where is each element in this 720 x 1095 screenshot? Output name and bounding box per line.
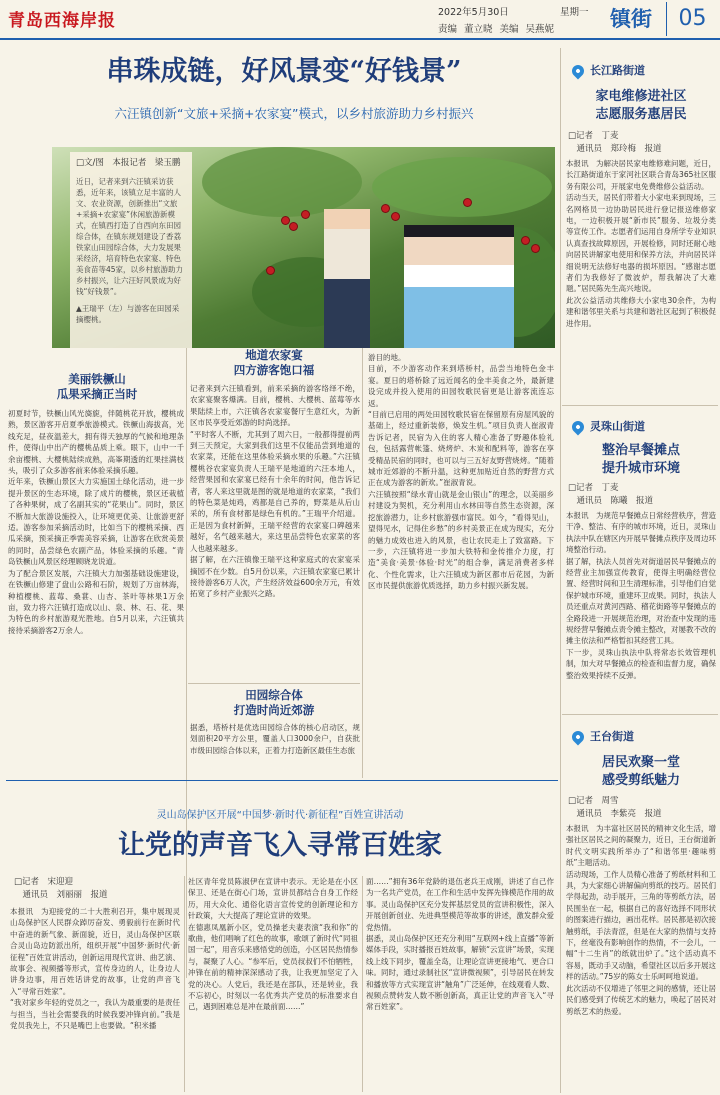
side2-headline: 整治早餐摊点 提升城市环境 [601, 443, 680, 476]
location-pin-icon [570, 63, 587, 80]
photo-caption-box [70, 152, 192, 348]
bottom-col-2: 社区青年党员陈淑伊在宣讲中表示。无论是在小区保卫、还是在街心门场，宣讲员都结合自身工作经历，用大众化、通俗化语言宣传党的创新理论和方针政策，大大提高了理论宣讲的效果。 在德惠凤凰新小区，党员操老夫妻表演“我和你”的歌曲，他们唱响了红色的故事，歌颂了新时代“同祖国一起”，用音乐来感悟党的创造，小区居民热情参与，凝聚了人心。“参军后，党员叔叔们不怕牺牲，冲锋在前的精神深深感动了我，让我更加坚定了入党的决心。人党后，我还是在部队，还是转业，我不忘初心，时刻以一名优秀共产党员的标准要求自己，遇到困难总是冲在最前面……” [188, 877, 358, 1012]
side1-headline: 家电维修进社区 志愿服务惠居民 [595, 89, 687, 122]
main-subhead: 六汪镇创新“文旅+采摘+农家宴”模式，以乡村旅游助力乡村振兴 [114, 106, 474, 121]
page-number: 05 [666, 2, 718, 36]
section-text-3b: 游目的地。 目前，不少游客动作来到塔桥村，品尝当地特色金丰宴。夏日的塔桥除了远近闻名的金丰美食之外，最新建设完成并投入使用的田园牧歌民宿更是让游客流连忘返。 “目前已启用的两处田园牧歌民宿在保留原有房屋风貌的基础上，经过重新装修，焕发生机。”项目负责人崔淑青告诉记者，民宿为入住的客人精心准备了野趣体验礼包，包括露营帐篷、烧烤炉、木炭和配料等，游客在享受精品民宿的同时，也可以与三五好友野营烧烤。“随着城市近郊游的不断升温，这种更加贴近自然的野营方式正在成为游客的新欢。”崔淑青说。 六汪镇按照“绿水青山就是金山银山”的理念，以美丽乡村建设为契机，充分利用山水林田等自然生态资源，深挖旅游潜力，让乡村旅游强市富民。如今，“看得见山，望得见水，记得住乡愁”的乡村美景正在成为现实，充分的魅力成效也进入的风景，也让农民走上了致富路。下一步，六汪镇将进一步加大铁特和金传推介力度，打造“美食·美景·体验·时光”的组合拳，满足消费者多样化、个性化需求，让六汪镇成为新区都市后花园，为新区市民提供旅游优质选择，助力乡村振兴新发展。 [368, 353, 554, 591]
bottom-kicker: 灵山岛保护区开展“中国梦·新时代·新征程”百姓宣讲活动 [156, 810, 404, 821]
photo-lead: 近日，记者来到六汪镇采访获悉，近年来，该镇立足丰富的人文、农业资源，创新推出“文旅+采摘+农家宴”休闲旅游新模式，在镇西打造了自西向东田园综合体，在镇东规划建设了香荔铁家山田园综合体，大力发展果采经济，培育特色农家宴、特色美食苗等45家，以乡村旅游助力乡村振兴，让六汪好风景成为好钱“好钱景”。 [76, 177, 184, 296]
side1-text: 本报讯 为解决居民家电维修难问题，近日，长江路街道东于家河社区联合青岛365社区服务有限公司，开展家电免费维修公益活动。 活动当天，居民们带着大小家电来到现场，三名网格员一边协助居民进行登记报送维修家电，一边积极开展“新市民”服务、垃圾分类等宣传工作。志愿者们运用自身所学专业知识认真查找故障原因，开展检修，同时还耐心地向居民讲解家电使用和保养方法，并向居民详细说明无法修好电器的损坏原因。“感谢志愿者们为我修好了微波炉，帮我解决了大难题。”居民陈先生高兴地说。 此次公益活动共维修大小家电30余件，为构建和谐邻里关系与共建和谐社区起到了积极促进作用。 [566, 159, 716, 328]
section-name: 镇街 [610, 7, 652, 31]
bottom-col-3: 面……”拥有36年党龄的退伍老兵王成刚，讲述了自己作为一名共产党员，在工作和生活中发挥先锋模范作用的故事。灵山岛保护区充分发挥基层党员的宣讲积极性，深入开展创新创业、先进典型模范等故事的讲述，激发群众爱党热情。 据悉，灵山岛保护区还充分利用“互联网+线上直播”等新媒体手段，实时播报百姓故事，解锁“云宣讲”场景，实现线上线下同步，覆盖全岛，让理论宣讲更接地气、更合口味。同时，通过录制社区“宣讲微视频”，引导居民在转发和播放等方式实现宣讲“触角”广泛延伸，在线观看人数、视频点赞转发人数不断创新高，真正让党的声音飞入“寻常百姓家”。 [366, 877, 554, 1012]
section-text-3a: 据悉，塔桥村是优选田园综合体的核心启动区，规划面积20平方公里，覆盖人口3000余户，自获批市级田园综合体以来，正着力打造新区最佳生态旅 [190, 723, 360, 755]
location-pin-icon [570, 419, 587, 436]
paper-name: 青岛西海岸报 [8, 11, 116, 31]
section-text-1: 初夏时节，铁橛山风光旖旎，伴随桃花开放，樱桃成熟，景区游客开启夏季旅游模式。铁橛山海拔高，光线充足，昼夜温差大，拥有得天独厚的气候和地理条件，使得山中出产的樱桃品质上乘。眼下，山中一千余亩樱桃、大樱桃陆续成熟，高峯期透的红果挂满枝头，吸引了众多游客前来体验采摘乐趣。 近年来，铁橛山景区大力实施国土绿化活动，进一步提升景区的生态环境，除了成片的樱桃，景区还栽植了各种果树，成了名副其实的“花果山”。同时，景区不断加大旅游设施投入，让环境更优美、让旅游更舒适。游客参加采摘活动时，比如当下的樱桃采摘、西瓜采摘，预采摘正季需美容采摘，让游客在欣赏美景的同时，品尝绿色农副产品，体验采摘的乐趣。“青岛铁橛山风景区经理顾晓龙说道。 为了配合景区发展，六汪镇大力加强基础设施建设，在铁橛山修建了盘山公路和石阶，规划了万亩林海，种植樱桃、蓝莓、桑葚、山杏、茶叶等林果1万余亩，致力将六汪镇打造成以山、泉、林、石、花、果为特色的乡村旅游观光胜地。自5月以来，六汪镇共接待采摘游客2万余人。 [8, 409, 184, 635]
side1-street-label: 长江路街道 [590, 64, 645, 77]
side3-street-label: 王台街道 [590, 730, 634, 743]
bottom-byline: □记者 宋迎迎 通讯员 刘丽丽 报道 [14, 877, 108, 900]
farmer-figure [324, 209, 370, 348]
issue-weekday: 星期一 [560, 7, 589, 18]
side3-byline: □记者 周雪 通讯员 李紫亮 报道 [568, 796, 662, 819]
section-text-2: 记者来到六汪镇看到，前来采摘的游客络绎不绝，农家宴聚客爆满。目前，樱桃、大樱桃、蓝莓等水果陆续上市，六汪镇各农家宴餐厅生意红火，为新区市民享受近郊游的时尚选择。 “平时客人不断，尤其到了周六日，一般都得提前两到三天预定，大家到我们这里不仅能品尝到地道的农家菜，还能在这里体验采摘水果的乐趣。”六汪镇樱桃谷农家宴负责人王瑞平是地道的六汪本地人，经营果园和农家宴已经有十余年的时间，他告诉记者，客人来这里就是图的就是地道的农家菜，“我们的特色菜是炖鸡，鸡都是自己养的，野菜是从后山采的，所有食材都是绿色有机的。”王瑞平介绍道。正是因为食材新鲜，王瑞平经营的农家宴口碑越来越好，名气越来越大，来这里品尝特色农家菜的客人也越来越多。 据了解，在六汪镇像王瑞平这种家庭式的农家宴采摘园不在少数。自5月份以来，六汪镇农家宴已累计接待游客6万人次，产生经济效益600余万元，有效拓宽了乡村产业振兴之路。 [190, 384, 360, 599]
side1-street [572, 62, 645, 78]
side2-street-label: 灵珠山街道 [590, 420, 645, 433]
section-heading-3: 田园综合体 打造时尚近郊游 [233, 688, 315, 717]
bottom-headline: 让党的声音飞入寻常百姓家 [118, 830, 442, 861]
section-heading-1: 美丽铁橛山 瓜果采摘正当时 [56, 372, 138, 401]
side1-byline: □记者 丁麦 通讯员 郑玲梅 报道 [568, 131, 662, 154]
bottom-col-1: 本报讯 为迎接党的二十大胜利召开，集中展现灵山岛保护区人民群众踔厉奋发、勇毅前行在新时代中奋进的新气象、新面貌，近日，灵山岛保护区联合灵山岛边防派出所，组织开展“中国梦·新时代·新征程”百姓宣讲活动，创新运用现代宣讲、曲艺演、故事会、视频播等形式，宣传身边的人，让身边人讲身边事，用百姓话讲党的故事，让党的声音飞入“寻常百姓家”。 “我对家乡年轻的党员之一，我认为最重要的是责任与担当，当社会需要我的时候我要冲锋向前。”我是党员我先上，不只是嘴巴上也要做。“积米播 [10, 907, 180, 1031]
issue-date: 2022年5月30日 [438, 7, 509, 18]
photo-caption: ▲王瑞平（左）与游客在田园采摘樱桃。 [76, 304, 180, 324]
section-heading-2: 地道农家宴 四方游客饱口福 [233, 348, 315, 377]
side2-street [572, 418, 645, 434]
photo-byline: □文/图 本报记者 梁玉鹏 [76, 158, 181, 168]
main-headline: 串珠成链，好风景变“好钱景” [106, 56, 462, 87]
visitor-figure [404, 225, 514, 348]
side3-headline: 居民欢聚一堂 感受剪纸魅力 [601, 755, 680, 788]
editors: 责编 董立晓 美编 吴燕妮 [438, 24, 555, 35]
side3-text: 本报讯 为丰富社区居民的精神文化生活，增强社区居民之间的凝聚力，近日，王台街道新时代文明实践所举办了“和谐邻里·趣味剪纸”主题活动。 活动现场，工作人员精心准备了剪纸材料和工具，为大家细心讲解偏向剪纸的技巧。居民们学得起劲，动手展开，三角的等剪纸方法，居民围坐在一起，根据自己的喜好选择不同形状的图案进行描边，画出花样。居民都是初次接触剪纸，手法青涩，但是在大家的热情与支持下，丝毫没有影响创作的热情，不一会儿，一幅“十二生肖”的纸就出炉了。”这个活动真不容易，既动手又动脑，希望社区以后多开展这样的活动。”75岁的陈女士乐呵呵地说道。 此次活动不仅增进了邻里之间的感情，还让居民们感受到了传统艺术的魅力，唤起了居民对剪纸艺术的热爱。 [566, 824, 716, 1016]
location-pin-icon [570, 729, 587, 746]
side2-text: 本报讯 为规范早餐摊点日常经营秩序，营造干净、整洁、有序的城市环境，近日，灵珠山执法中队在辖区内开展早餐摊点秩序及周边环境整治行动。 据了解，执法人员首先对街道居民早餐摊点的经营业主加强宣传教育，使得主明确经营位置、经营时间和卫生清理标准，引导他们自觉保护城市环境，重建环卫成果。同时，执法人员还重点对黄河西路、稽花街路等早餐摊点的全路段进一开展规范治理，对治查中发现的违规经营早餐摊点责令摊主整改，对屡教不改的摊主依法和严格暂扣其经营工具。 下一步，灵珠山执法中队将常态长效管理机制，加大对早餐摊点的检查和监督力度，确保整治效果持续不反弹。 [566, 511, 716, 680]
side3-street [572, 728, 634, 744]
side2-byline: □记者 丁麦 通讯员 陈曦 报道 [568, 483, 654, 506]
